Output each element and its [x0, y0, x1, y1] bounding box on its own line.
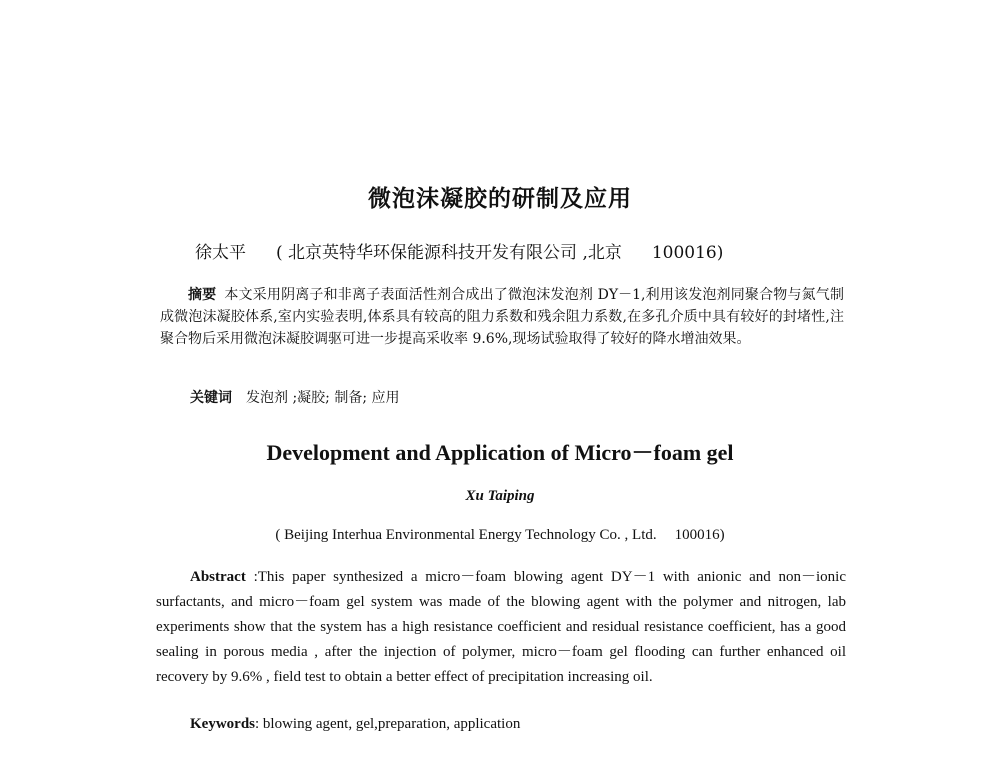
english-keywords-text: : blowing agent, gel,preparation, application	[255, 716, 521, 732]
english-abstract	[156, 565, 846, 690]
english-affiliation: ( Beijing Interhua Environmental Energy Technology Co. , Ltd.	[275, 527, 657, 543]
chinese-author: 徐太平	[195, 243, 246, 263]
english-keywords	[190, 716, 840, 733]
chinese-abstract	[160, 284, 844, 350]
chinese-abstract-text: 本文采用阴离子和非离子表面活性剂合成出了微泡沫发泡剂 DY－1,利用该发泡剂同聚合物与氮气制成微泡沫凝胶体系,室内实验表明,体系具有较高的阻力系数和残余阻力系数,在多孔介质中具有较好的封堵性,注聚合物后采用微泡沫凝胶调驱可进一步提高采收率 9.6%,现场试验取得了较好的降水增油效果。	[160, 287, 844, 347]
chinese-keywords-text: 发泡剂 ;凝胶; 制备; 应用	[246, 390, 400, 406]
chinese-author-line	[195, 238, 895, 263]
chinese-keywords	[190, 387, 840, 407]
english-postcode: 100016)	[674, 527, 725, 543]
english-abstract-label: Abstract	[190, 569, 246, 585]
chinese-abstract-label: 摘要	[188, 287, 217, 303]
english-keywords-label: Keywords	[190, 716, 255, 732]
chinese-keywords-label: 关键词	[190, 390, 232, 406]
chinese-title: 微泡沫凝胶的研制及应用	[368, 185, 632, 212]
english-affiliation-line	[0, 527, 1000, 544]
english-author: Xu Taiping	[465, 488, 535, 504]
chinese-affiliation: ( 北京英特华环保能源科技开发有限公司 ,北京	[276, 243, 622, 263]
english-title: Development and Application of Micro－foam gel	[266, 440, 734, 465]
chinese-postcode: 100016)	[651, 243, 724, 263]
english-abstract-text: :This paper synthesized a micro－foam blowing agent DY－1 with anionic and non－ionic surfactants, and micro－foam gel system was made of the blowing agent with the polymer and nitrogen, lab experiments show that the system has a high resistance coefficient and residual resistance coefficient, has a good sealing in porous media , after the injection of polymer, micro－foam gel flooding can further enhanced oil recovery by 9.6% , field test to obtain a better effect of precipitation increasing oil.	[156, 569, 846, 685]
